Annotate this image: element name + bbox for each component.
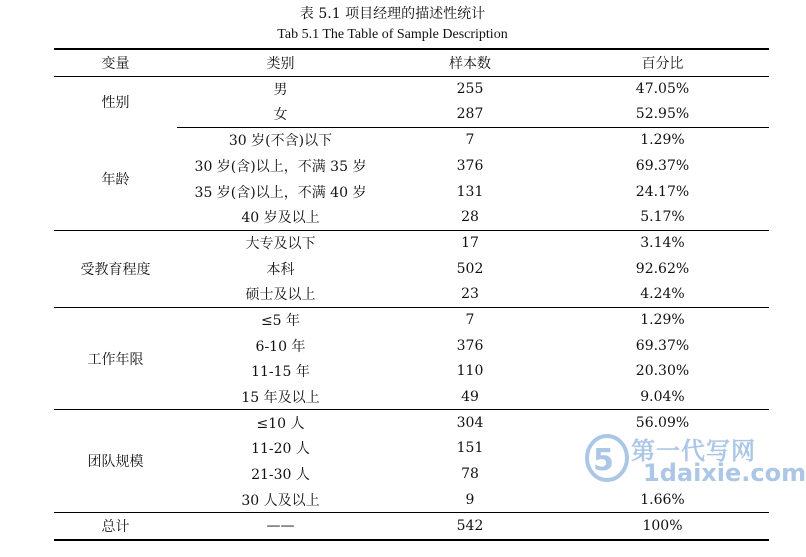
table-caption-zh: 表 5.1 项目经理的描述性统计	[299, 6, 486, 22]
count-cell: 7	[465, 132, 475, 149]
variable-cell: 工作年限	[54, 307, 177, 410]
variable-cell: 性别	[101, 94, 130, 111]
count-cell: 23	[384, 282, 556, 308]
category-cell: 11-20 人	[251, 441, 310, 458]
percent-cell: 9.04%	[556, 384, 769, 410]
count-cell: 151	[456, 440, 484, 457]
watermark-text-line1: 第一代写网	[631, 437, 756, 465]
table-row	[54, 410, 769, 436]
category-cell: 6-10 年	[255, 338, 306, 355]
sample-description-table	[54, 48, 769, 541]
percent-cell: 24.17%	[635, 183, 690, 200]
header-percent: 百分比	[556, 49, 769, 76]
percent-cell: 47.05%	[635, 81, 690, 98]
percent-cell: 1.66%	[556, 487, 769, 513]
category-cell: 大专及以下	[245, 236, 316, 253]
percent-cell: 69.37%	[635, 157, 690, 174]
percent-cell: 56.09%	[635, 415, 690, 432]
header-row	[54, 49, 769, 76]
category-cell: ≤5 年	[260, 313, 301, 330]
category-cell: 硕士及以上	[177, 282, 384, 308]
percent-cell: 92.62%	[635, 260, 690, 277]
count-cell: 9	[384, 487, 556, 513]
total-label: 总计	[54, 513, 177, 540]
header-variable: 变量	[54, 49, 177, 76]
percent-cell: 20.30%	[635, 363, 690, 380]
count-cell: 304	[456, 415, 484, 432]
count-cell: 110	[456, 363, 484, 380]
count-cell: 7	[465, 312, 475, 329]
count-cell: 255	[456, 81, 484, 98]
count-cell: 287	[384, 102, 556, 128]
variable-cell: 团队规模	[54, 410, 177, 513]
count-cell: 376	[456, 157, 484, 174]
count-cell: 78	[461, 466, 479, 483]
category-cell: 30 岁(不含)以下	[228, 133, 333, 150]
category-cell: 30 人及以上	[177, 487, 384, 513]
table-caption-en: Tab 5.1 The Table of Sample Description	[277, 27, 508, 42]
category-cell: 15 年及以上	[177, 384, 384, 410]
category-cell: 女	[177, 102, 384, 128]
category-cell: 男	[273, 82, 288, 99]
count-cell: 502	[456, 260, 484, 277]
percent-cell: 4.24%	[556, 282, 769, 308]
percent-cell: 5.17%	[556, 204, 769, 230]
count-cell: 28	[384, 204, 556, 230]
header-count: 样本数	[384, 49, 556, 76]
total-count: 542	[384, 513, 556, 540]
variable-cell: 年龄	[54, 127, 177, 230]
count-cell: 131	[456, 183, 484, 200]
percent-cell: 1.29%	[640, 312, 685, 329]
total-row	[54, 513, 769, 540]
watermark-text-line2: 1daixie.com	[643, 459, 806, 487]
category-cell: 11-15 年	[251, 364, 310, 381]
percent-cell: 3.14%	[640, 235, 685, 252]
category-cell: 21-30 人	[251, 467, 310, 484]
total-category: ——	[177, 513, 384, 540]
category-cell: 35 岁(含)以上，不满 40 岁	[194, 184, 367, 201]
count-cell: 17	[461, 235, 479, 252]
percent-cell	[556, 436, 769, 462]
variable-cell: 受教育程度	[54, 230, 177, 307]
category-cell: 本科	[266, 261, 295, 278]
count-cell: 376	[456, 337, 484, 354]
table-row	[54, 307, 769, 333]
svg-text:5: 5	[593, 443, 614, 478]
count-cell: 49	[384, 384, 556, 410]
table-row	[54, 127, 769, 153]
table-row	[54, 230, 769, 256]
category-cell: 30 岁(含)以上，不满 35 岁	[194, 158, 367, 175]
percent-cell: 1.29%	[640, 132, 685, 149]
category-cell: ≤10 人	[256, 416, 305, 433]
header-category: 类别	[177, 49, 384, 76]
percent-cell	[556, 461, 769, 487]
percent-cell: 52.95%	[556, 102, 769, 128]
total-percent: 100%	[556, 513, 769, 540]
table-row	[54, 76, 769, 102]
category-cell: 40 岁及以上	[177, 204, 384, 230]
percent-cell: 69.37%	[635, 337, 690, 354]
